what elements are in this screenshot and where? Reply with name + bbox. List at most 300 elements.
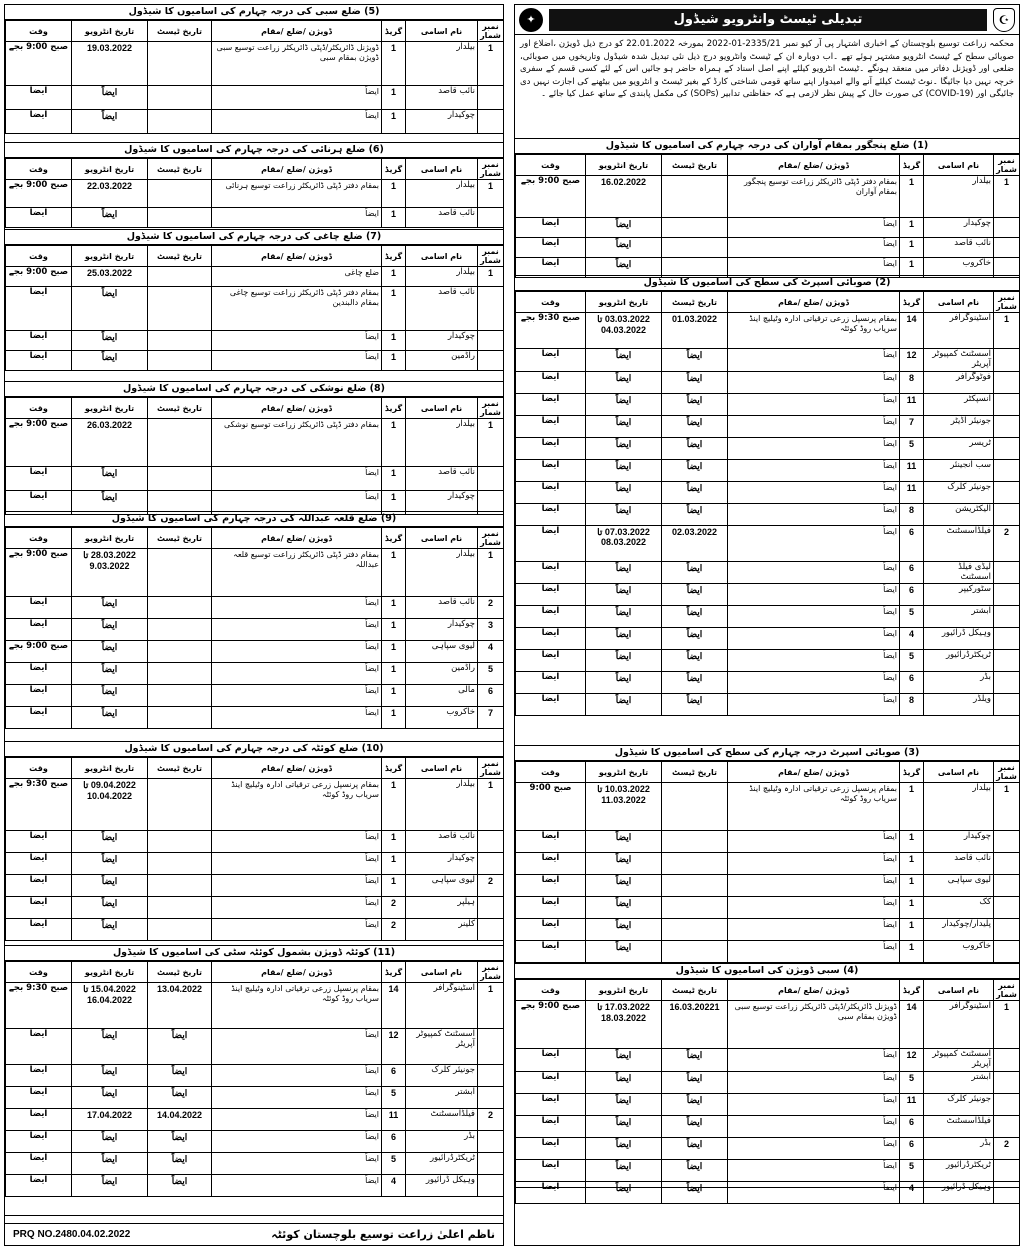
- section-title: (5) ضلع سبی کی درجہ چہارم کی اسامیوں کا شیڈول: [5, 5, 503, 20]
- left-sections: [5, 5, 503, 1216]
- cell-interview: ایضاً: [586, 503, 662, 525]
- cell-sn: [994, 349, 1020, 372]
- cell-time: ایضاً: [516, 459, 586, 481]
- cell-loc: ایضاً: [728, 1159, 900, 1181]
- cell-grade: 2: [382, 897, 406, 919]
- cell-interview: ایضاً: [72, 1029, 148, 1065]
- cell-sn: 1: [478, 983, 504, 1029]
- column-header: نمبر شمار: [994, 762, 1020, 783]
- table-row: [6, 1175, 504, 1197]
- cell-grade: 1: [382, 419, 406, 467]
- cell-test: ایضاً: [148, 1087, 212, 1109]
- cell-time: ایضاً: [6, 208, 72, 228]
- table-row: [6, 208, 504, 228]
- cell-interview: ایضاً: [72, 831, 148, 853]
- cell-sn: [994, 1093, 1020, 1115]
- cell-time: ایضاً: [516, 561, 586, 584]
- cell-time: صبح 9:00 بجے: [6, 42, 72, 86]
- cell-name: خاکروب: [924, 258, 994, 278]
- cell-interview: ایضاً: [586, 606, 662, 628]
- schedule-table: [5, 20, 504, 134]
- cell-name: لیوی سپاہی: [406, 875, 478, 897]
- cell-sn: [994, 606, 1020, 628]
- cell-test: ایضاً: [662, 1159, 728, 1181]
- cell-name: کلینر: [406, 919, 478, 941]
- cell-test: [148, 919, 212, 941]
- cell-interview: ایضاً: [586, 853, 662, 875]
- cell-test: ایضاً: [662, 561, 728, 584]
- table-row: [6, 853, 504, 875]
- cell-loc: ایضاً: [212, 208, 382, 228]
- table-header-row: [6, 398, 504, 419]
- cell-name: اسٹینوگرافر: [924, 1001, 994, 1049]
- table-row: [6, 597, 504, 619]
- cell-time: ایضاً: [6, 919, 72, 941]
- cell-grade: 12: [900, 349, 924, 372]
- column-header: تاریخ ٹیسٹ: [662, 980, 728, 1001]
- page-title: تبدیلی ٹیسٹ وانٹرویو شیڈول: [549, 9, 987, 31]
- column-header: تاریخ انٹرویو: [72, 528, 148, 549]
- cell-test: ایضاً: [148, 1153, 212, 1175]
- cell-interview: ایضاً: [586, 672, 662, 694]
- cell-test: [662, 831, 728, 853]
- cell-loc: ایضاً: [728, 672, 900, 694]
- cell-loc: بمقام پرنسپل زرعی ترقیاتی ادارہ وٹیلیچ اینڈ سریاب روڈ کوئٹہ: [212, 779, 382, 831]
- cell-time: ایضاً: [516, 525, 586, 561]
- cell-loc: ایضاً: [728, 875, 900, 897]
- cell-grade: 1: [382, 597, 406, 619]
- table-row: [516, 783, 1020, 831]
- cell-test: [148, 287, 212, 331]
- cell-interview: 09.04.2022 تا 10.04.2022: [72, 779, 148, 831]
- cell-time: ایضاً: [516, 584, 586, 606]
- cell-name: پلیدار/چوکیدار: [924, 919, 994, 941]
- column-header: گریڈ: [382, 962, 406, 983]
- column-header: تاریخ ٹیسٹ: [148, 398, 212, 419]
- cell-test: ایضاً: [662, 481, 728, 503]
- column-header: گریڈ: [382, 159, 406, 180]
- cell-name: چوکیدار: [406, 853, 478, 875]
- cell-sn: 1: [478, 419, 504, 467]
- cell-loc: ایضاً: [728, 584, 900, 606]
- table-row: [6, 549, 504, 597]
- column-header: وقت: [6, 528, 72, 549]
- cell-interview: ایضاً: [586, 694, 662, 716]
- cell-grade: 11: [900, 481, 924, 503]
- cell-test: ایضاً: [662, 1115, 728, 1137]
- cell-grade: 1: [382, 110, 406, 134]
- cell-test: 13.04.2022: [148, 983, 212, 1029]
- column-header: ڈویژن /ضلع /مقام: [212, 398, 382, 419]
- cell-grade: 1: [382, 663, 406, 685]
- column-header: ڈویژن /ضلع /مقام: [212, 962, 382, 983]
- cell-interview: ایضاً: [72, 685, 148, 707]
- cell-loc: بمقام دفتر ڈپٹی ڈائریکٹر زراعت توسیع ہرنائی: [212, 180, 382, 208]
- cell-test: ایضاً: [148, 1175, 212, 1197]
- table-row: [6, 419, 504, 467]
- cell-time: ایضاً: [516, 1137, 586, 1159]
- cell-name: فیلڈاسسٹنٹ: [924, 1115, 994, 1137]
- cell-interview: ایضاً: [72, 86, 148, 110]
- cell-interview: ایضاً: [586, 1071, 662, 1093]
- cell-time: ایضاً: [516, 694, 586, 716]
- cell-loc: ایضاً: [728, 415, 900, 437]
- column-header: تاریخ ٹیسٹ: [148, 758, 212, 779]
- schedule-section: [515, 964, 1019, 1193]
- column-header: تاریخ ٹیسٹ: [148, 21, 212, 42]
- cell-loc: ایضاً: [728, 694, 900, 716]
- table-row: [6, 875, 504, 897]
- cell-sn: [994, 258, 1020, 278]
- cell-name: انسپکٹر: [924, 393, 994, 415]
- table-row: [6, 351, 504, 371]
- cell-test: [148, 831, 212, 853]
- cell-loc: ایضاً: [212, 853, 382, 875]
- cell-sn: [994, 941, 1020, 963]
- cell-name: نائب قاصد: [406, 287, 478, 331]
- cell-test: ایضاً: [662, 437, 728, 459]
- cell-grade: 1: [382, 853, 406, 875]
- cell-name: الیکٹریشن: [924, 503, 994, 525]
- cell-grade: 5: [900, 1071, 924, 1093]
- cell-name: بیلدار: [924, 176, 994, 218]
- cell-grade: 1: [900, 831, 924, 853]
- column-header: وقت: [6, 246, 72, 267]
- schedule-section: [5, 512, 503, 742]
- section-title: (8) ضلع نوشکی کی درجہ چہارم کی اسامیوں کا شیڈول: [5, 382, 503, 397]
- column-header: نام اسامی: [406, 962, 478, 983]
- cell-sn: 1: [994, 313, 1020, 349]
- cell-loc: ایضاً: [728, 525, 900, 561]
- cell-time: ایضاً: [516, 853, 586, 875]
- cell-test: [148, 267, 212, 287]
- column-header: گریڈ: [900, 762, 924, 783]
- cell-sn: [478, 287, 504, 331]
- cell-name: ٹریکٹرڈرائیور: [406, 1153, 478, 1175]
- cell-grade: 1: [900, 176, 924, 218]
- cell-sn: [994, 875, 1020, 897]
- government-emblem-icon: ☪: [993, 8, 1015, 32]
- table-row: [6, 983, 504, 1029]
- cell-grade: 5: [900, 1159, 924, 1181]
- cell-time: ایضاً: [6, 853, 72, 875]
- cell-sn: 1: [994, 176, 1020, 218]
- cell-interview: ایضاً: [586, 584, 662, 606]
- cell-loc: ضلع چاغی: [212, 267, 382, 287]
- cell-interview: 17.04.2022: [72, 1109, 148, 1131]
- column-header: تاریخ انٹرویو: [72, 758, 148, 779]
- cell-test: ایضاً: [662, 393, 728, 415]
- column-header: گریڈ: [382, 398, 406, 419]
- cell-grade: 8: [900, 371, 924, 393]
- column-header: تاریخ ٹیسٹ: [662, 292, 728, 313]
- cell-test: ایضاً: [662, 650, 728, 672]
- column-header: نمبر شمار: [478, 21, 504, 42]
- cell-grade: 6: [382, 1065, 406, 1087]
- column-header: گریڈ: [900, 980, 924, 1001]
- cell-grade: 6: [382, 1131, 406, 1153]
- cell-interview: ایضاً: [586, 371, 662, 393]
- column-header: وقت: [6, 398, 72, 419]
- cell-test: [148, 897, 212, 919]
- cell-sn: [994, 561, 1020, 584]
- cell-loc: ایضاً: [728, 650, 900, 672]
- section-title: (10) ضلع کوئٹہ کی درجہ چہارم کی اسامیوں کا شیڈول: [5, 742, 503, 757]
- column-header: تاریخ ٹیسٹ: [148, 528, 212, 549]
- cell-test: [662, 875, 728, 897]
- cell-name: جونیئر کلرک: [924, 1093, 994, 1115]
- cell-grade: 6: [900, 1115, 924, 1137]
- cell-test: [148, 685, 212, 707]
- cell-loc: ایضاً: [212, 1175, 382, 1197]
- cell-time: صبح 9:00 بجے: [6, 641, 72, 663]
- cell-test: [662, 238, 728, 258]
- cell-loc: ایضاً: [212, 919, 382, 941]
- table-row: [6, 331, 504, 351]
- cell-interview: ایضاً: [72, 875, 148, 897]
- cell-loc: ایضاً: [212, 1087, 382, 1109]
- table-header-row: [516, 155, 1020, 176]
- schedule-section: [515, 139, 1019, 276]
- cell-sn: 1: [478, 549, 504, 597]
- table-row: [6, 919, 504, 941]
- column-header: نام اسامی: [406, 528, 478, 549]
- cell-time: صبح 9:30 بجے: [516, 313, 586, 349]
- column-header: تاریخ ٹیسٹ: [148, 962, 212, 983]
- cell-interview: 16.02.2022: [586, 176, 662, 218]
- cell-name: چوکیدار: [406, 619, 478, 641]
- cell-grade: 5: [900, 650, 924, 672]
- cell-interview: ایضاً: [72, 1065, 148, 1087]
- cell-time: ایضاً: [516, 672, 586, 694]
- column-header: وقت: [6, 159, 72, 180]
- cell-loc: ایضاً: [728, 853, 900, 875]
- cell-name: ٹریکٹرڈرائیور: [924, 650, 994, 672]
- cell-sn: [478, 1087, 504, 1109]
- cell-time: ایضاً: [516, 371, 586, 393]
- section-title: (4) سبی ڈویژن کی اسامیوں کا شیڈول: [515, 964, 1019, 979]
- section-title: (11) کوئٹہ ڈویژن بشمول کوئٹہ سٹی کی اسامیوں کا شیڈول: [5, 946, 503, 961]
- schedule-table: [5, 397, 504, 515]
- column-header: وقت: [6, 21, 72, 42]
- cell-time: صبح 9:00 بجے: [516, 1001, 586, 1049]
- table-row: [516, 1159, 1020, 1181]
- cell-test: [662, 258, 728, 278]
- cell-time: ایضاً: [516, 481, 586, 503]
- column-header: تاریخ انٹرویو: [72, 962, 148, 983]
- cell-interview: 19.03.2022: [72, 42, 148, 86]
- cell-sn: [994, 503, 1020, 525]
- column-header: وقت: [516, 292, 586, 313]
- table-row: [516, 459, 1020, 481]
- cell-loc: بمقام دفتر ڈپٹی ڈائریکٹر زراعت توسیع چاغی بمقام دالبندین: [212, 287, 382, 331]
- cell-grade: 6: [900, 1137, 924, 1159]
- cell-loc: ڈویژنل ڈائریکٹر/ڈپٹی ڈائریکٹر زراعت توسیع سبی ڈویژن بمقام سبی: [212, 42, 382, 86]
- cell-grade: 1: [382, 287, 406, 331]
- column-header: وقت: [516, 980, 586, 1001]
- cell-loc: ایضاً: [212, 597, 382, 619]
- cell-sn: [994, 1181, 1020, 1203]
- schedule-section: [5, 143, 503, 230]
- cell-grade: 1: [900, 897, 924, 919]
- cell-interview: 28.03.2022 تا 9.03.2022: [72, 549, 148, 597]
- table-row: [6, 1029, 504, 1065]
- cell-interview: 10.03.2022 تا 11.03.2022: [586, 783, 662, 831]
- cell-name: نائب قاصد: [924, 853, 994, 875]
- cell-loc: ایضاً: [728, 897, 900, 919]
- table-row: [6, 1153, 504, 1175]
- table-row: [516, 853, 1020, 875]
- cell-sn: 2: [478, 1109, 504, 1131]
- cell-time: ایضاً: [516, 437, 586, 459]
- cell-interview: ایضاً: [586, 1049, 662, 1072]
- cell-sn: 1: [994, 783, 1020, 831]
- column-header: گریڈ: [900, 155, 924, 176]
- cell-grade: 1: [382, 779, 406, 831]
- cell-grade: 1: [900, 919, 924, 941]
- cell-grade: 11: [382, 1109, 406, 1131]
- cell-grade: 1: [382, 208, 406, 228]
- cell-sn: 2: [994, 1137, 1020, 1159]
- table-row: [6, 86, 504, 110]
- cell-time: ایضاً: [516, 238, 586, 258]
- cell-time: ایضاً: [516, 258, 586, 278]
- cell-loc: ایضاً: [728, 503, 900, 525]
- cell-interview: ایضاً: [586, 258, 662, 278]
- section-title: (6) ضلع ہرنائی کی درجہ چہارم کی اسامیوں کا شیڈول: [5, 143, 503, 158]
- cell-sn: [994, 694, 1020, 716]
- table-row: [516, 1115, 1020, 1137]
- table-row: [516, 371, 1020, 393]
- cell-name: کک: [924, 897, 994, 919]
- column-header: نمبر شمار: [994, 292, 1020, 313]
- cell-interview: ایضاً: [72, 663, 148, 685]
- cell-name: نائب قاصد: [406, 86, 478, 110]
- cell-loc: ایضاً: [212, 685, 382, 707]
- cell-loc: ایضاً: [728, 1115, 900, 1137]
- table-row: [516, 628, 1020, 650]
- table-row: [516, 1049, 1020, 1072]
- cell-name: بیلدار: [406, 267, 478, 287]
- cell-name: آبشتر: [924, 1071, 994, 1093]
- cell-test: ایضاً: [662, 371, 728, 393]
- cell-loc: ایضاً: [212, 467, 382, 491]
- cell-time: ایضاً: [516, 606, 586, 628]
- table-row: [6, 641, 504, 663]
- cell-loc: ایضاً: [212, 641, 382, 663]
- cell-grade: 1: [382, 875, 406, 897]
- cell-sn: [994, 371, 1020, 393]
- cell-grade: 6: [900, 672, 924, 694]
- table-row: [516, 349, 1020, 372]
- column-header: تاریخ ٹیسٹ: [148, 246, 212, 267]
- table-header-row: [6, 159, 504, 180]
- cell-sn: 5: [478, 663, 504, 685]
- cell-test: [662, 853, 728, 875]
- cell-test: [148, 853, 212, 875]
- column-header: تاریخ انٹرویو: [72, 398, 148, 419]
- cell-loc: ایضاً: [212, 1153, 382, 1175]
- cell-test: ایضاً: [148, 1029, 212, 1065]
- cell-time: صبح 9:00 بجے: [6, 267, 72, 287]
- cell-interview: ایضاً: [586, 1093, 662, 1115]
- cell-loc: ایضاً: [212, 331, 382, 351]
- cell-name: چوکیدار: [406, 491, 478, 515]
- cell-test: ایضاً: [662, 1049, 728, 1072]
- table-row: [6, 663, 504, 685]
- cell-time: ایضاً: [516, 218, 586, 238]
- cell-name: چوکیدار: [924, 218, 994, 238]
- cell-interview: ایضاً: [586, 919, 662, 941]
- schedule-section: [515, 276, 1019, 746]
- cell-interview: ایضاً: [586, 481, 662, 503]
- table-row: [6, 267, 504, 287]
- cell-loc: ایضاً: [728, 238, 900, 258]
- column-header: ڈویژن /ضلع /مقام: [728, 155, 900, 176]
- table-row: [516, 393, 1020, 415]
- cell-interview: ایضاً: [72, 1153, 148, 1175]
- cell-loc: ایضاً: [728, 1093, 900, 1115]
- cell-name: راڈمین: [406, 663, 478, 685]
- cell-grade: 1: [382, 467, 406, 491]
- cell-time: ایضاً: [6, 707, 72, 729]
- cell-name: آبشتر: [924, 606, 994, 628]
- cell-test: [148, 707, 212, 729]
- column-header: وقت: [516, 762, 586, 783]
- cell-name: فیلڈاسسٹنٹ: [406, 1109, 478, 1131]
- cell-name: خاکروب: [406, 707, 478, 729]
- cell-interview: ایضاً: [586, 218, 662, 238]
- cell-sn: [478, 86, 504, 110]
- cell-grade: 1: [900, 783, 924, 831]
- cell-test: 16.03.20221: [662, 1001, 728, 1049]
- column-header: ڈویژن /ضلع /مقام: [212, 758, 382, 779]
- cell-loc: ایضاً: [212, 86, 382, 110]
- cell-name: ویلڈر: [924, 694, 994, 716]
- cell-loc: ایضاً: [728, 258, 900, 278]
- section-title: (7) ضلع چاغی کی درجہ چہارم کی اسامیوں کا شیڈول: [5, 230, 503, 245]
- column-header: نام اسامی: [924, 762, 994, 783]
- cell-name: جونیئر کلرک: [406, 1065, 478, 1087]
- cell-loc: ایضاً: [212, 875, 382, 897]
- cell-name: وہیکل ڈرائیور: [924, 1181, 994, 1203]
- column-header: تاریخ ٹیسٹ: [148, 159, 212, 180]
- cell-sn: 2: [994, 525, 1020, 561]
- cell-sn: [478, 1153, 504, 1175]
- cell-grade: 11: [900, 1093, 924, 1115]
- footer: [5, 1223, 503, 1245]
- cell-interview: ایضاً: [72, 208, 148, 228]
- cell-test: ایضاً: [662, 628, 728, 650]
- cell-name: نائب قاصد: [406, 208, 478, 228]
- cell-sn: [994, 459, 1020, 481]
- cell-test: [148, 663, 212, 685]
- cell-test: 01.03.2022: [662, 313, 728, 349]
- schedule-table: [515, 761, 1020, 963]
- cell-sn: [478, 208, 504, 228]
- cell-sn: 1: [478, 180, 504, 208]
- cell-sn: [994, 238, 1020, 258]
- cell-loc: ایضاً: [728, 919, 900, 941]
- cell-sn: [994, 650, 1020, 672]
- cell-time: ایضاً: [516, 1159, 586, 1181]
- cell-interview: 17.03.2022 تا 18.03.2022: [586, 1001, 662, 1049]
- cell-time: ایضاً: [516, 831, 586, 853]
- column-header: تاریخ انٹرویو: [72, 159, 148, 180]
- cell-grade: 1: [382, 831, 406, 853]
- cell-time: صبح 9:00 بجے: [516, 176, 586, 218]
- cell-loc: ایضاً: [212, 351, 382, 371]
